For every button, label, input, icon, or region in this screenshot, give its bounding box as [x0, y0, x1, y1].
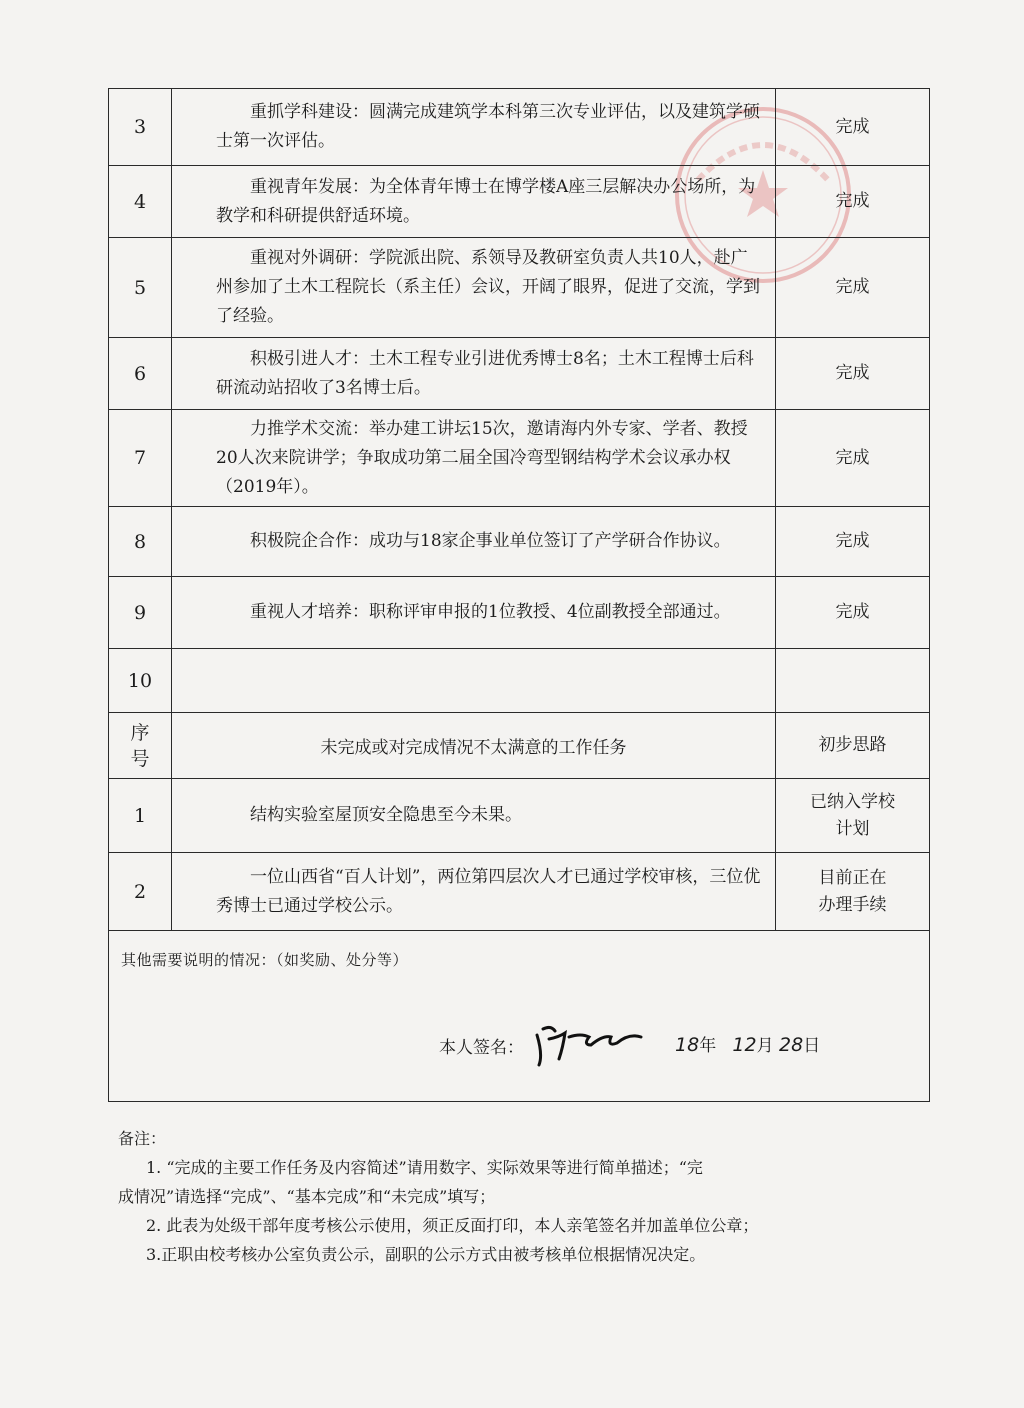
row-number: 6 [109, 338, 172, 410]
task-description: 重视青年发展：为全体青年博士在博学楼A座三层解决办公场所，为教学和科研提供舒适环境。 [172, 166, 776, 238]
unfinished-row [109, 853, 930, 931]
date-day: 28 [779, 1034, 804, 1056]
date-year: 18 [675, 1034, 700, 1056]
other-notes-cell [109, 931, 930, 1102]
plan-text: 目前正在 办理手续 [776, 853, 930, 931]
remark-line-1: 1. “完成的主要工作任务及内容简述”请用数字、实际效果等进行简单描述；“完 [146, 1158, 703, 1177]
completion-status: 完成 [776, 238, 930, 338]
signature-line [439, 1021, 859, 1071]
date-day-char: 日 [803, 1036, 821, 1056]
unfinished-row [109, 779, 930, 853]
task-description: 重视对外调研：学院派出院、系领导及教研室负责人共10人，赴广州参加了土木工程院长（系主任）会议，开阔了眼界，促进了交流，学到了经验。 [172, 238, 776, 338]
completion-status: 完成 [776, 410, 930, 507]
task-description: 积极院企合作：成功与18家企事业单位签订了产学研合作协议。 [172, 507, 776, 577]
signature-date [675, 1031, 820, 1056]
row-number: 5 [109, 238, 172, 338]
remark-line-2: 2. 此表为处级干部年度考核公示使用，须正反面打印，本人亲笔签名并加盖单位公章； [146, 1216, 759, 1235]
unfinished-description: 结构实验室屋顶安全隐患至今未果。 [172, 779, 776, 853]
task-row [109, 507, 930, 577]
row-number: 1 [109, 779, 172, 853]
task-description: 重视人才培养：职称评审申报的1位教授、4位副教授全部通过。 [172, 577, 776, 649]
completion-status: 完成 [776, 507, 930, 577]
section2-header-row [109, 713, 930, 779]
remark-line-1b: 成情况”请选择“完成”、“基本完成”和“未完成”填写； [118, 1187, 496, 1206]
row-number: 4 [109, 166, 172, 238]
task-row [109, 649, 930, 713]
remarks-title: 备注： [118, 1129, 167, 1148]
task-row [109, 338, 930, 410]
remarks-block [118, 1124, 868, 1269]
task-row [109, 89, 930, 166]
row-number: 2 [109, 853, 172, 931]
completion-status: 完成 [776, 89, 930, 166]
completion-status: 完成 [776, 577, 930, 649]
task-description: 重抓学科建设：圆满完成建筑学本科第三次专业评估，以及建筑学硕士第一次评估。 [172, 89, 776, 166]
date-month: 12 [732, 1034, 757, 1056]
task-row [109, 166, 930, 238]
seq-header: 序 号 [109, 713, 172, 779]
task-description: 力推学术交流：举办建工讲坛15次，邀请海内外专家、学者、教授20人次来院讲学；争取成功第二届全国冷弯型钢结构学术会议承办权（2019年）。 [172, 410, 776, 507]
row-number: 9 [109, 577, 172, 649]
plan-header: 初步思路 [776, 713, 930, 779]
plan-text: 已纳入学校 计划 [776, 779, 930, 853]
handwritten-signature-icon [529, 1015, 649, 1071]
task-row [109, 410, 930, 507]
completion-status: 完成 [776, 166, 930, 238]
task-table [108, 88, 930, 1102]
other-notes-label: 其他需要说明的情况：（如奖励、处分等） [121, 951, 409, 969]
remark-line-3: 3.正职由校考核办公室负责公示，副职的公示方式由被考核单位根据情况决定。 [146, 1245, 706, 1264]
date-month-char: 月 [756, 1036, 774, 1056]
unfinished-description: 一位山西省“百人计划”，两位第四层次人才已通过学校审核，三位优秀博士已通过学校公示。 [172, 853, 776, 931]
other-notes-row [109, 931, 930, 1102]
row-number: 8 [109, 507, 172, 577]
row-number: 10 [109, 649, 172, 713]
row-number: 7 [109, 410, 172, 507]
completion-status [776, 649, 930, 713]
task-row [109, 577, 930, 649]
row-number: 3 [109, 89, 172, 166]
signature-label: 本人签名： [439, 1038, 524, 1058]
task-description [172, 649, 776, 713]
unfinished-task-header: 未完成或对完成情况不太满意的工作任务 [172, 713, 776, 779]
task-description: 积极引进人才：土木工程专业引进优秀博士8名；土木工程博士后科研流动站招收了3名博士后。 [172, 338, 776, 410]
task-row [109, 238, 930, 338]
completion-status: 完成 [776, 338, 930, 410]
date-year-char: 年 [699, 1036, 717, 1056]
